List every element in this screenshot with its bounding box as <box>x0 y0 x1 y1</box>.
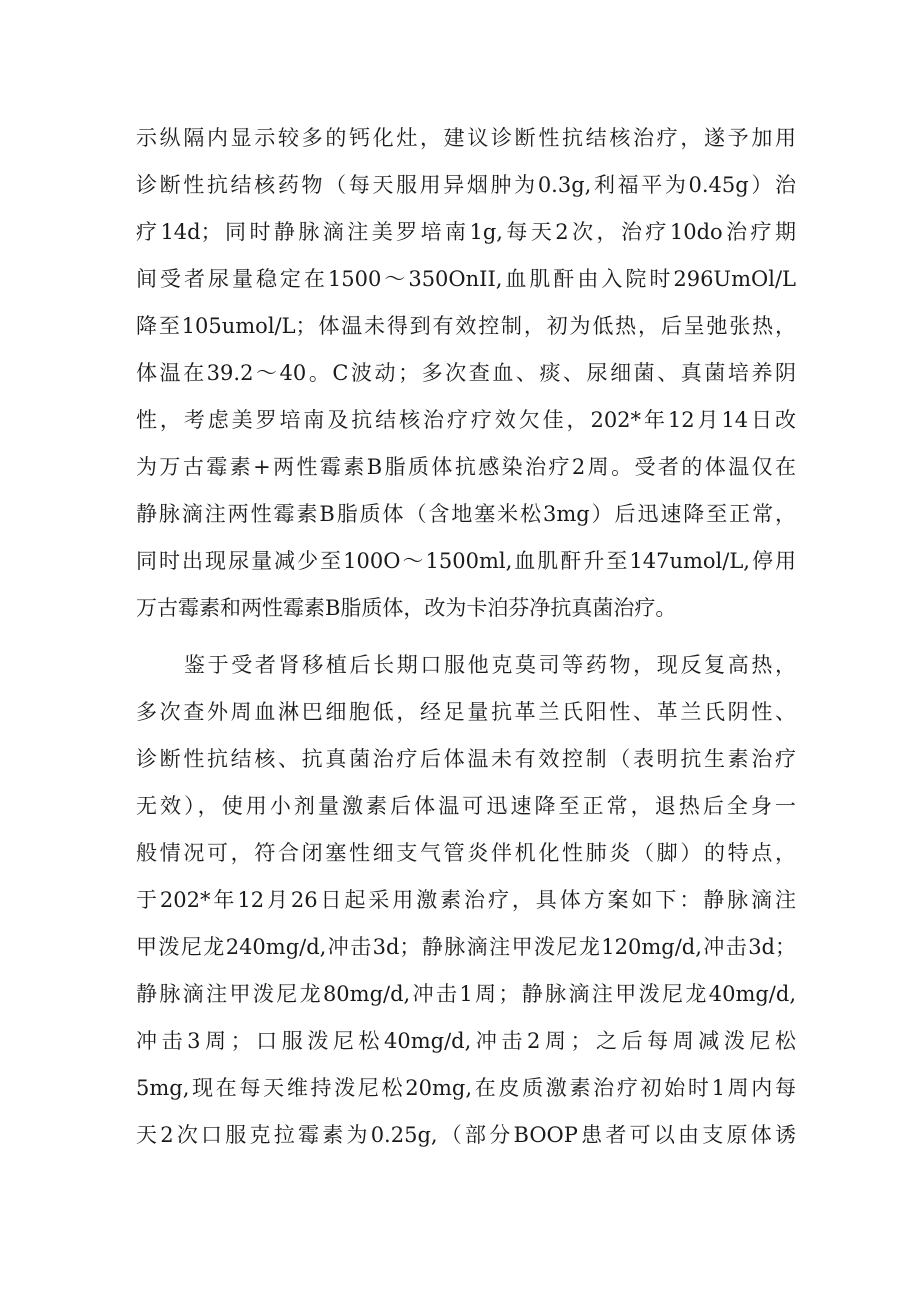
text-line: 降至105umol/L；体温未得到有效控制，初为低热，后呈弛张热， <box>136 314 796 338</box>
text-line: 于202*年12月26日起采用激素治疗，具体方案如下：静脉滴注 <box>136 888 796 912</box>
text-line: 天2次口服克拉霉素为0.25g,（部分BOOP患者可以由支原体诱 <box>136 1123 796 1147</box>
text-line: 体温在39.2～40。C波动；多次查血、痰、尿细菌、真菌培养阴 <box>136 361 796 385</box>
text-line: 甲泼尼龙240mg∕d,冲击3d；静脉滴注甲泼尼龙120mg∕d,冲击3d； <box>136 935 796 959</box>
text-line: 示纵隔内显示较多的钙化灶，建议诊断性抗结核治疗，遂予加用 <box>136 126 796 150</box>
text-line: 诊断性抗结核药物（每天服用异烟肿为0.3g,利福平为0.45g）治 <box>136 173 796 197</box>
text-line: 万古霉素和两性霉素B脂质体，改为卡泊芬净抗真菌治疗。 <box>136 596 677 620</box>
text-line: 冲击3周；口服泼尼松40mg∕d,冲击2周；之后每周减泼尼松 <box>136 1029 796 1053</box>
text-line: 诊断性抗结核、抗真菌治疗后体温未有效控制（表明抗生素治疗 <box>136 747 796 771</box>
text-line: 疗14d；同时静脉滴注美罗培南1g,每天2次，治疗10do治疗期 <box>136 220 796 244</box>
text-line: 5mg,现在每天维持泼尼松20mg,在皮质激素治疗初始时1周内每 <box>136 1076 796 1100</box>
text-line: 间受者尿量稳定在1500～350OnII,血肌酐由入院时296UmOl/L <box>136 267 796 291</box>
text-line: 同时出现尿量减少至100O～1500ml,血肌酐升至147umol/L,停用 <box>136 549 796 573</box>
text-line: 静脉滴注甲泼尼龙80mg∕d,冲击1周；静脉滴注甲泼尼龙40mg∕d, <box>136 982 796 1006</box>
text-line: 性，考虑美罗培南及抗结核治疗疗效欠佳，202*年12月14日改 <box>136 408 796 432</box>
paragraph-1 <box>136 115 796 632</box>
paragraph-2 <box>136 642 796 1159</box>
text-line: 鉴于受者肾移植后长期口服他克莫司等药物，现反复高热， <box>184 653 796 677</box>
text-line: 静脉滴注两性霉素B脂质体（含地塞米松3mg）后迅速降至正常， <box>136 502 796 526</box>
text-line: 无效），使用小剂量激素后体温可迅速降至正常，退热后全身一 <box>136 794 796 818</box>
text-line: 般情况可，符合闭塞性细支气管炎伴机化性肺炎（脚）的特点， <box>136 841 796 865</box>
text-line: 为万古霉素+两性霉素B脂质体抗感染治疗2周。受者的体温仅在 <box>136 455 796 479</box>
text-line: 多次查外周血淋巴细胞低，经足量抗革兰氏阳性、革兰氏阴性、 <box>136 700 796 724</box>
